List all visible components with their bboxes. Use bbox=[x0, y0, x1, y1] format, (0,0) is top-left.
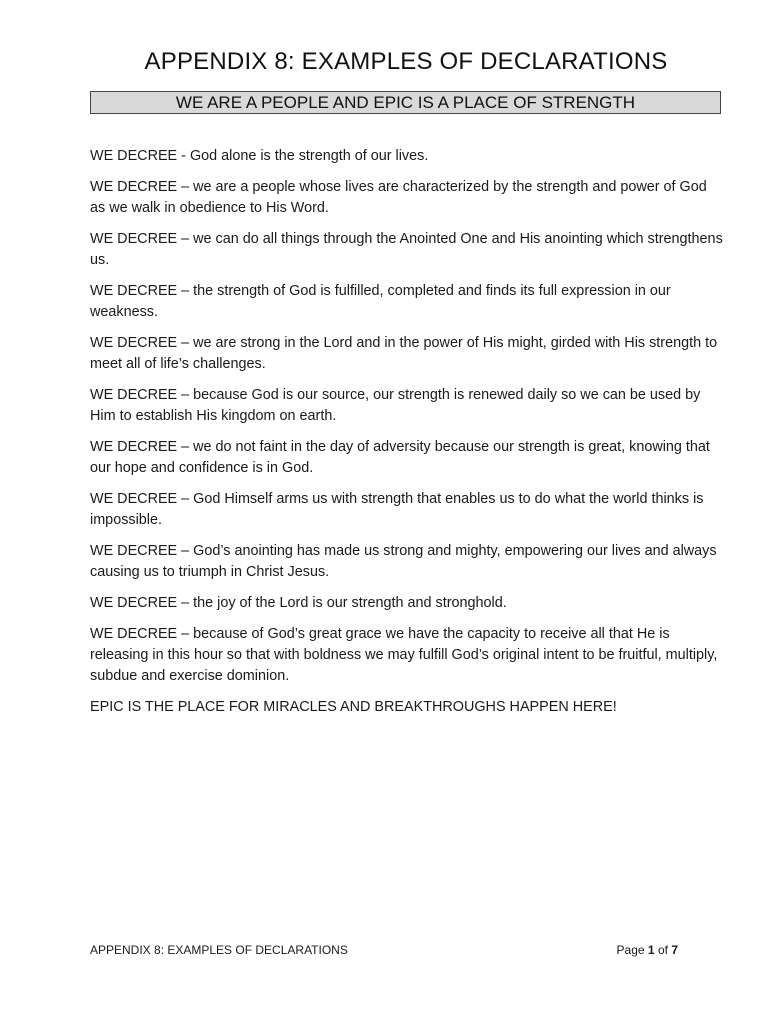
declaration-9: WE DECREE – God’s anointing has made us strong and mighty, empowering our lives and always causing us to triumph in Christ Jesus. bbox=[90, 543, 717, 580]
declaration-3: WE DECREE – we can do all things through the Anointed One and His anointing which strengthens us. bbox=[90, 231, 723, 268]
declaration-1: WE DECREE - God alone is the strength of our lives. bbox=[90, 148, 429, 164]
page-number bbox=[617, 943, 678, 957]
declarations-list bbox=[90, 146, 724, 728]
declaration-11: WE DECREE – because of God’s great grace we have the capacity to receive all that He is releasing in this hour so that with boldness we may fulfill God’s original intent to be fruitful, multiply, subdue and exercise dominion. bbox=[90, 626, 718, 684]
declaration-4: WE DECREE – the strength of God is fulfilled, completed and finds its full expression in our weakness. bbox=[90, 283, 671, 320]
declaration-10: WE DECREE – the joy of the Lord is our strength and stronghold. bbox=[90, 595, 507, 611]
section-banner bbox=[90, 91, 721, 114]
footer-title: APPENDIX 8: EXAMPLES OF DECLARATIONS bbox=[90, 943, 348, 957]
declaration-6: WE DECREE – because God is our source, our strength is renewed daily so we can be used by Him to establish His kingdom on earth. bbox=[90, 387, 701, 424]
closing-statement: EPIC IS THE PLACE FOR MIRACLES AND BREAKTHROUGHS HAPPEN HERE! bbox=[90, 699, 617, 715]
page-of: of bbox=[657, 943, 668, 957]
page-total: 7 bbox=[671, 943, 678, 957]
page-current: 1 bbox=[647, 943, 655, 957]
declaration-7: WE DECREE – we do not faint in the day of adversity because our strength is great, knowing that our hope and confidence is in God. bbox=[90, 439, 710, 476]
page-label: Page bbox=[616, 943, 645, 957]
banner-text: WE ARE A PEOPLE AND EPIC IS A PLACE OF STRENGTH bbox=[175, 93, 636, 112]
declaration-5: WE DECREE – we are strong in the Lord and in the power of His might, girded with His strength to meet all of life’s challenges. bbox=[90, 335, 718, 372]
declaration-2: WE DECREE – we are a people whose lives are characterized by the strength and power of God as we walk in obedience to His Word. bbox=[90, 179, 707, 216]
page-title: APPENDIX 8: EXAMPLES OF DECLARATIONS bbox=[144, 48, 668, 75]
declaration-8: WE DECREE – God Himself arms us with strength that enables us to do what the world thinks is impossible. bbox=[90, 491, 704, 528]
